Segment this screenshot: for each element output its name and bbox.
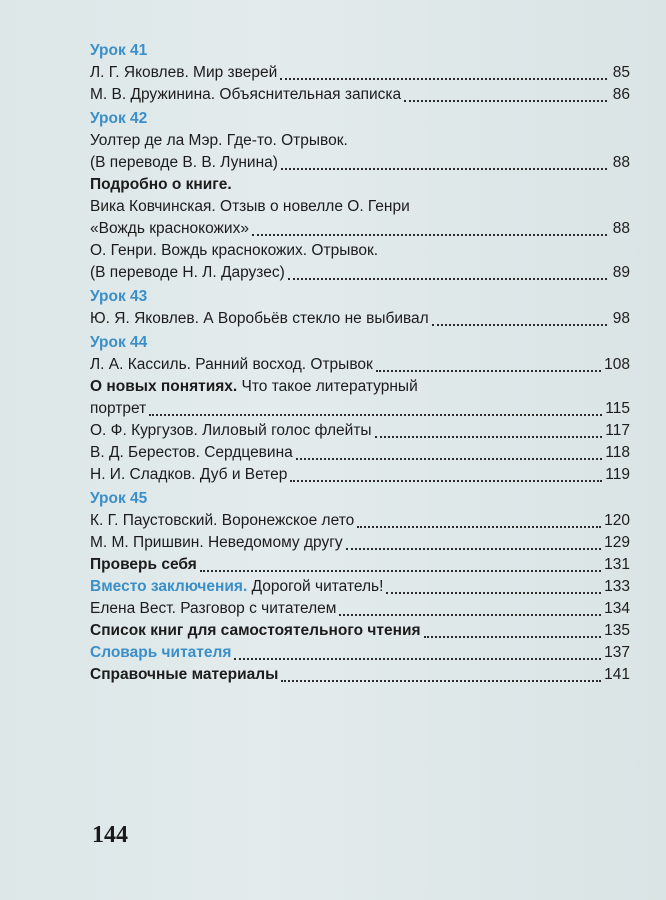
toc-entry[interactable] — [90, 642, 630, 664]
toc-entry[interactable] — [90, 598, 630, 620]
entry-title: Проверь себя — [90, 556, 197, 573]
toc-entry[interactable] — [90, 262, 630, 284]
entry-title-rest: Дорогой читатель! — [247, 578, 384, 595]
toc-entry[interactable] — [90, 152, 630, 174]
toc-entry[interactable] — [90, 354, 630, 376]
dot-leader — [149, 413, 602, 416]
entry-title: Словарь читателя — [90, 644, 232, 661]
toc-entry[interactable] — [90, 510, 630, 532]
dot-leader — [339, 613, 601, 616]
page-number: 144 — [92, 822, 128, 848]
dot-leader — [386, 591, 601, 594]
toc-entry[interactable] — [90, 554, 630, 576]
entry-title-line: Уолтер де ла Мэр. Где-то. Отрывок. — [90, 132, 348, 149]
entry-page: 131 — [604, 556, 630, 573]
toc-entry[interactable] — [90, 442, 630, 464]
dot-leader — [252, 233, 607, 236]
entry-title: Список книг для самостоятельного чтения — [90, 622, 421, 639]
entry-title-line: О. Генри. Вождь краснокожих. Отрывок. — [90, 242, 379, 259]
entry-page: 141 — [604, 666, 630, 683]
entry-page: 135 — [604, 622, 630, 639]
entry-title: (В переводе В. В. Лунина) — [90, 154, 278, 171]
entry-page: 118 — [605, 444, 630, 461]
entry-title: Ю. Я. Яковлев. А Воробьёв стекло не выбивал — [90, 310, 429, 327]
entry-title: «Вождь краснокожих» — [90, 220, 249, 237]
entry-title: М. В. Дружинина. Объяснительная записка — [90, 86, 402, 103]
entry-title-line — [90, 376, 630, 398]
entry-page: 133 — [604, 578, 630, 595]
entry-page: 88 — [612, 220, 630, 237]
dot-leader — [424, 635, 602, 638]
lesson-heading-44: Урок 44 — [90, 334, 148, 351]
dot-leader — [288, 277, 607, 280]
entry-title: М. М. Пришвин. Неведомому другу — [90, 534, 343, 551]
entry-title: Л. Г. Яковлев. Мир зверей — [90, 64, 278, 81]
entry-page: 86 — [612, 86, 630, 103]
toc-entry[interactable] — [90, 398, 630, 420]
entry-title: Н. И. Сладков. Дуб и Ветер — [90, 466, 288, 483]
entry-title: (В переводе Н. Л. Дарузес) — [90, 264, 285, 281]
entry-title-rest: Что такое литературный — [237, 378, 418, 395]
dot-leader — [375, 435, 603, 438]
toc-entry[interactable] — [90, 464, 630, 486]
toc-entry[interactable] — [90, 620, 630, 642]
lesson-heading-43: Урок 43 — [90, 288, 148, 305]
toc-entry[interactable] — [90, 218, 630, 240]
entry-title: Елена Вест. Разговор с читателем — [90, 600, 337, 617]
entry-page: 120 — [604, 512, 630, 529]
entry-title: Л. А. Кассиль. Ранний восход. Отрывок — [90, 356, 373, 373]
entry-page: 88 — [612, 154, 630, 171]
entry-title: Справочные материалы — [90, 666, 279, 683]
toc-entry[interactable] — [90, 532, 630, 554]
toc-entry[interactable] — [90, 84, 630, 106]
dot-leader — [234, 657, 601, 660]
dot-leader — [281, 167, 607, 170]
entry-page: 98 — [612, 310, 630, 327]
lesson-heading-42: Урок 42 — [90, 110, 148, 127]
entry-title — [90, 576, 383, 598]
entry-page: 129 — [604, 534, 630, 551]
dot-leader — [357, 525, 601, 528]
lesson-heading-45: Урок 45 — [90, 490, 148, 507]
dot-leader — [432, 323, 607, 326]
entry-page: 119 — [605, 466, 630, 483]
dot-leader — [281, 679, 601, 682]
entry-title: портрет — [90, 400, 147, 417]
toc-entry[interactable] — [90, 576, 630, 598]
toc-entry[interactable] — [90, 420, 630, 442]
entry-title-line: Вика Ковчинская. Отзыв о новелле О. Генри — [90, 198, 410, 215]
toc-entry[interactable] — [90, 664, 630, 686]
entry-page: 137 — [604, 644, 630, 661]
entry-page: 85 — [612, 64, 630, 81]
dot-leader — [404, 99, 607, 102]
dot-leader — [200, 569, 601, 572]
section-heading: Вместо заключения. — [90, 578, 248, 595]
section-heading: О новых понятиях. — [90, 378, 238, 395]
section-heading: Подробно о книге. — [90, 176, 232, 193]
toc-entry[interactable] — [90, 308, 630, 330]
toc-entry[interactable] — [90, 62, 630, 84]
dot-leader — [376, 369, 601, 372]
entry-page: 108 — [604, 356, 630, 373]
dot-leader — [296, 457, 603, 460]
table-of-contents — [90, 38, 630, 686]
dot-leader — [290, 479, 602, 482]
entry-page: 115 — [605, 400, 630, 417]
entry-title: К. Г. Паустовский. Воронежское лето — [90, 512, 355, 529]
entry-page: 89 — [612, 264, 630, 281]
entry-title: О. Ф. Кургузов. Лиловый голос флейты — [90, 422, 372, 439]
entry-title: В. Д. Берестов. Сердцевина — [90, 444, 293, 461]
dot-leader — [346, 547, 602, 550]
dot-leader — [280, 77, 607, 80]
lesson-heading-41: Урок 41 — [90, 42, 148, 59]
entry-page: 134 — [604, 600, 630, 617]
entry-page: 117 — [605, 422, 630, 439]
